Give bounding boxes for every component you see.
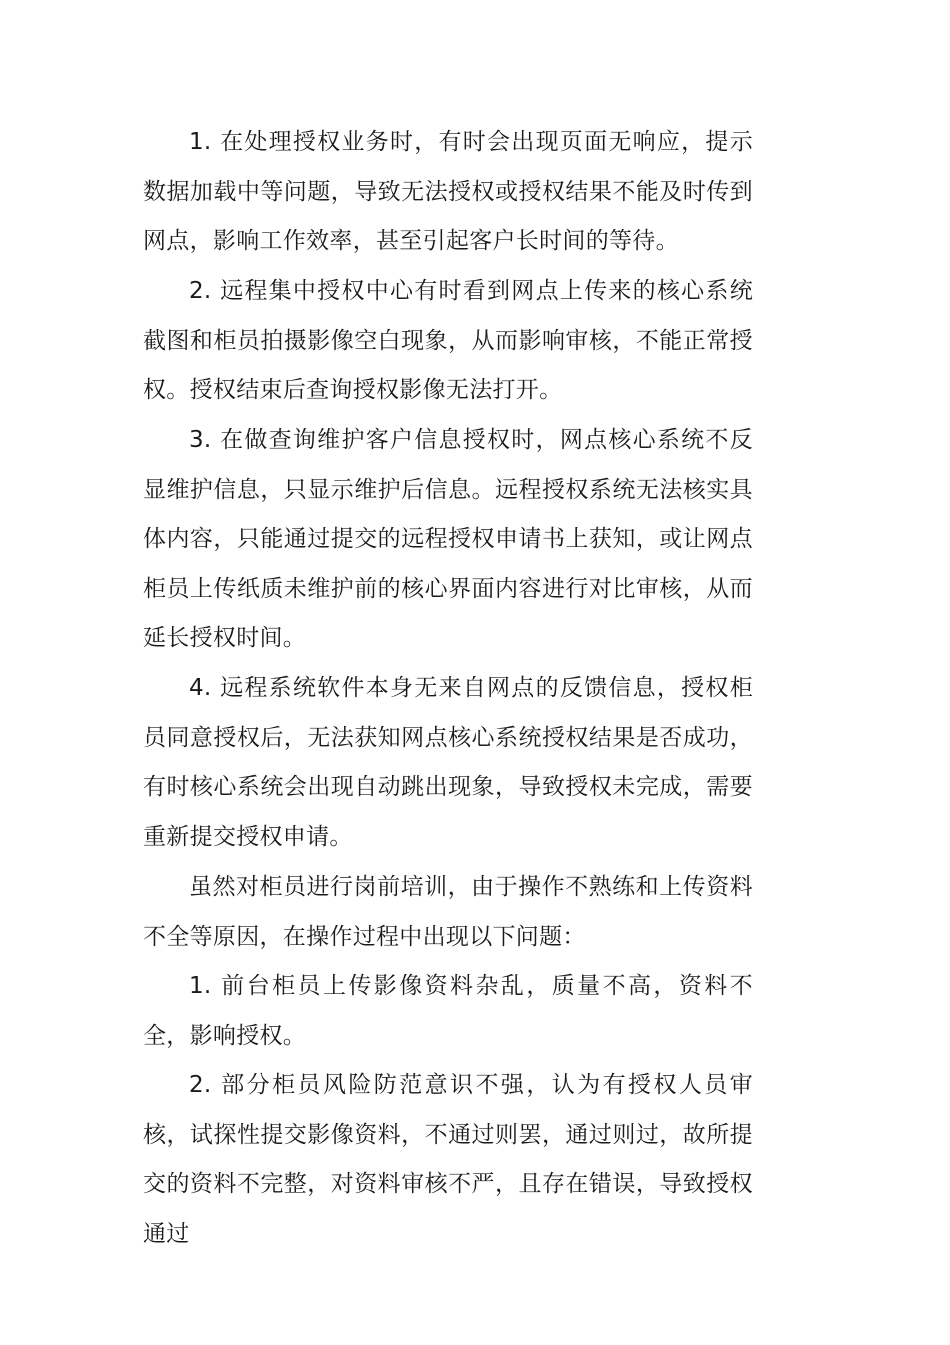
paragraph-1: 1. 在处理授权业务时，有时会出现页面无响应，提示数据加载中等问题，导致无法授权或授权结果不能及时传到网点，影响工作效率，甚至引起客户长时间的等待。 (143, 129, 753, 254)
paragraph-6: 1. 前台柜员上传影像资料杂乱，质量不高，资料不全，影响授权。 (143, 973, 753, 1049)
paragraph-2: 2. 远程集中授权中心有时看到网点上传来的核心系统截图和柜员拍摄影像空白现象，从而影响审核，不能正常授权。授权结束后查询授权影像无法打开。 (143, 278, 753, 403)
paragraph-4: 4. 远程系统软件本身无来自网点的反馈信息，授权柜员同意授权后，无法获知网点核心系统授权结果是否成功，有时核心系统会出现自动跳出现象，导致授权未完成，需要重新提交授权申请。 (143, 675, 753, 850)
paragraph-5: 虽然对柜员进行岗前培训，由于操作不熟练和上传资料不全等原因，在操作过程中出现以下问题： (143, 874, 753, 950)
paragraph-3: 3. 在做查询维护客户信息授权时，网点核心系统不反显维护信息，只显示维护后信息。远程授权系统无法核实具体内容，只能通过提交的远程授权申请书上获知，或让网点柜员上传纸质未维护前的核心界面内容进行对比审核，从而延长授权时间。 (143, 427, 753, 651)
paragraph-7: 2. 部分柜员风险防范意识不强，认为有授权人员审核，试探性提交影像资料，不通过则罢，通过则过，故所提交的资料不完整，对资料审核不严，且存在错误，导致授权通过 (143, 1072, 753, 1247)
